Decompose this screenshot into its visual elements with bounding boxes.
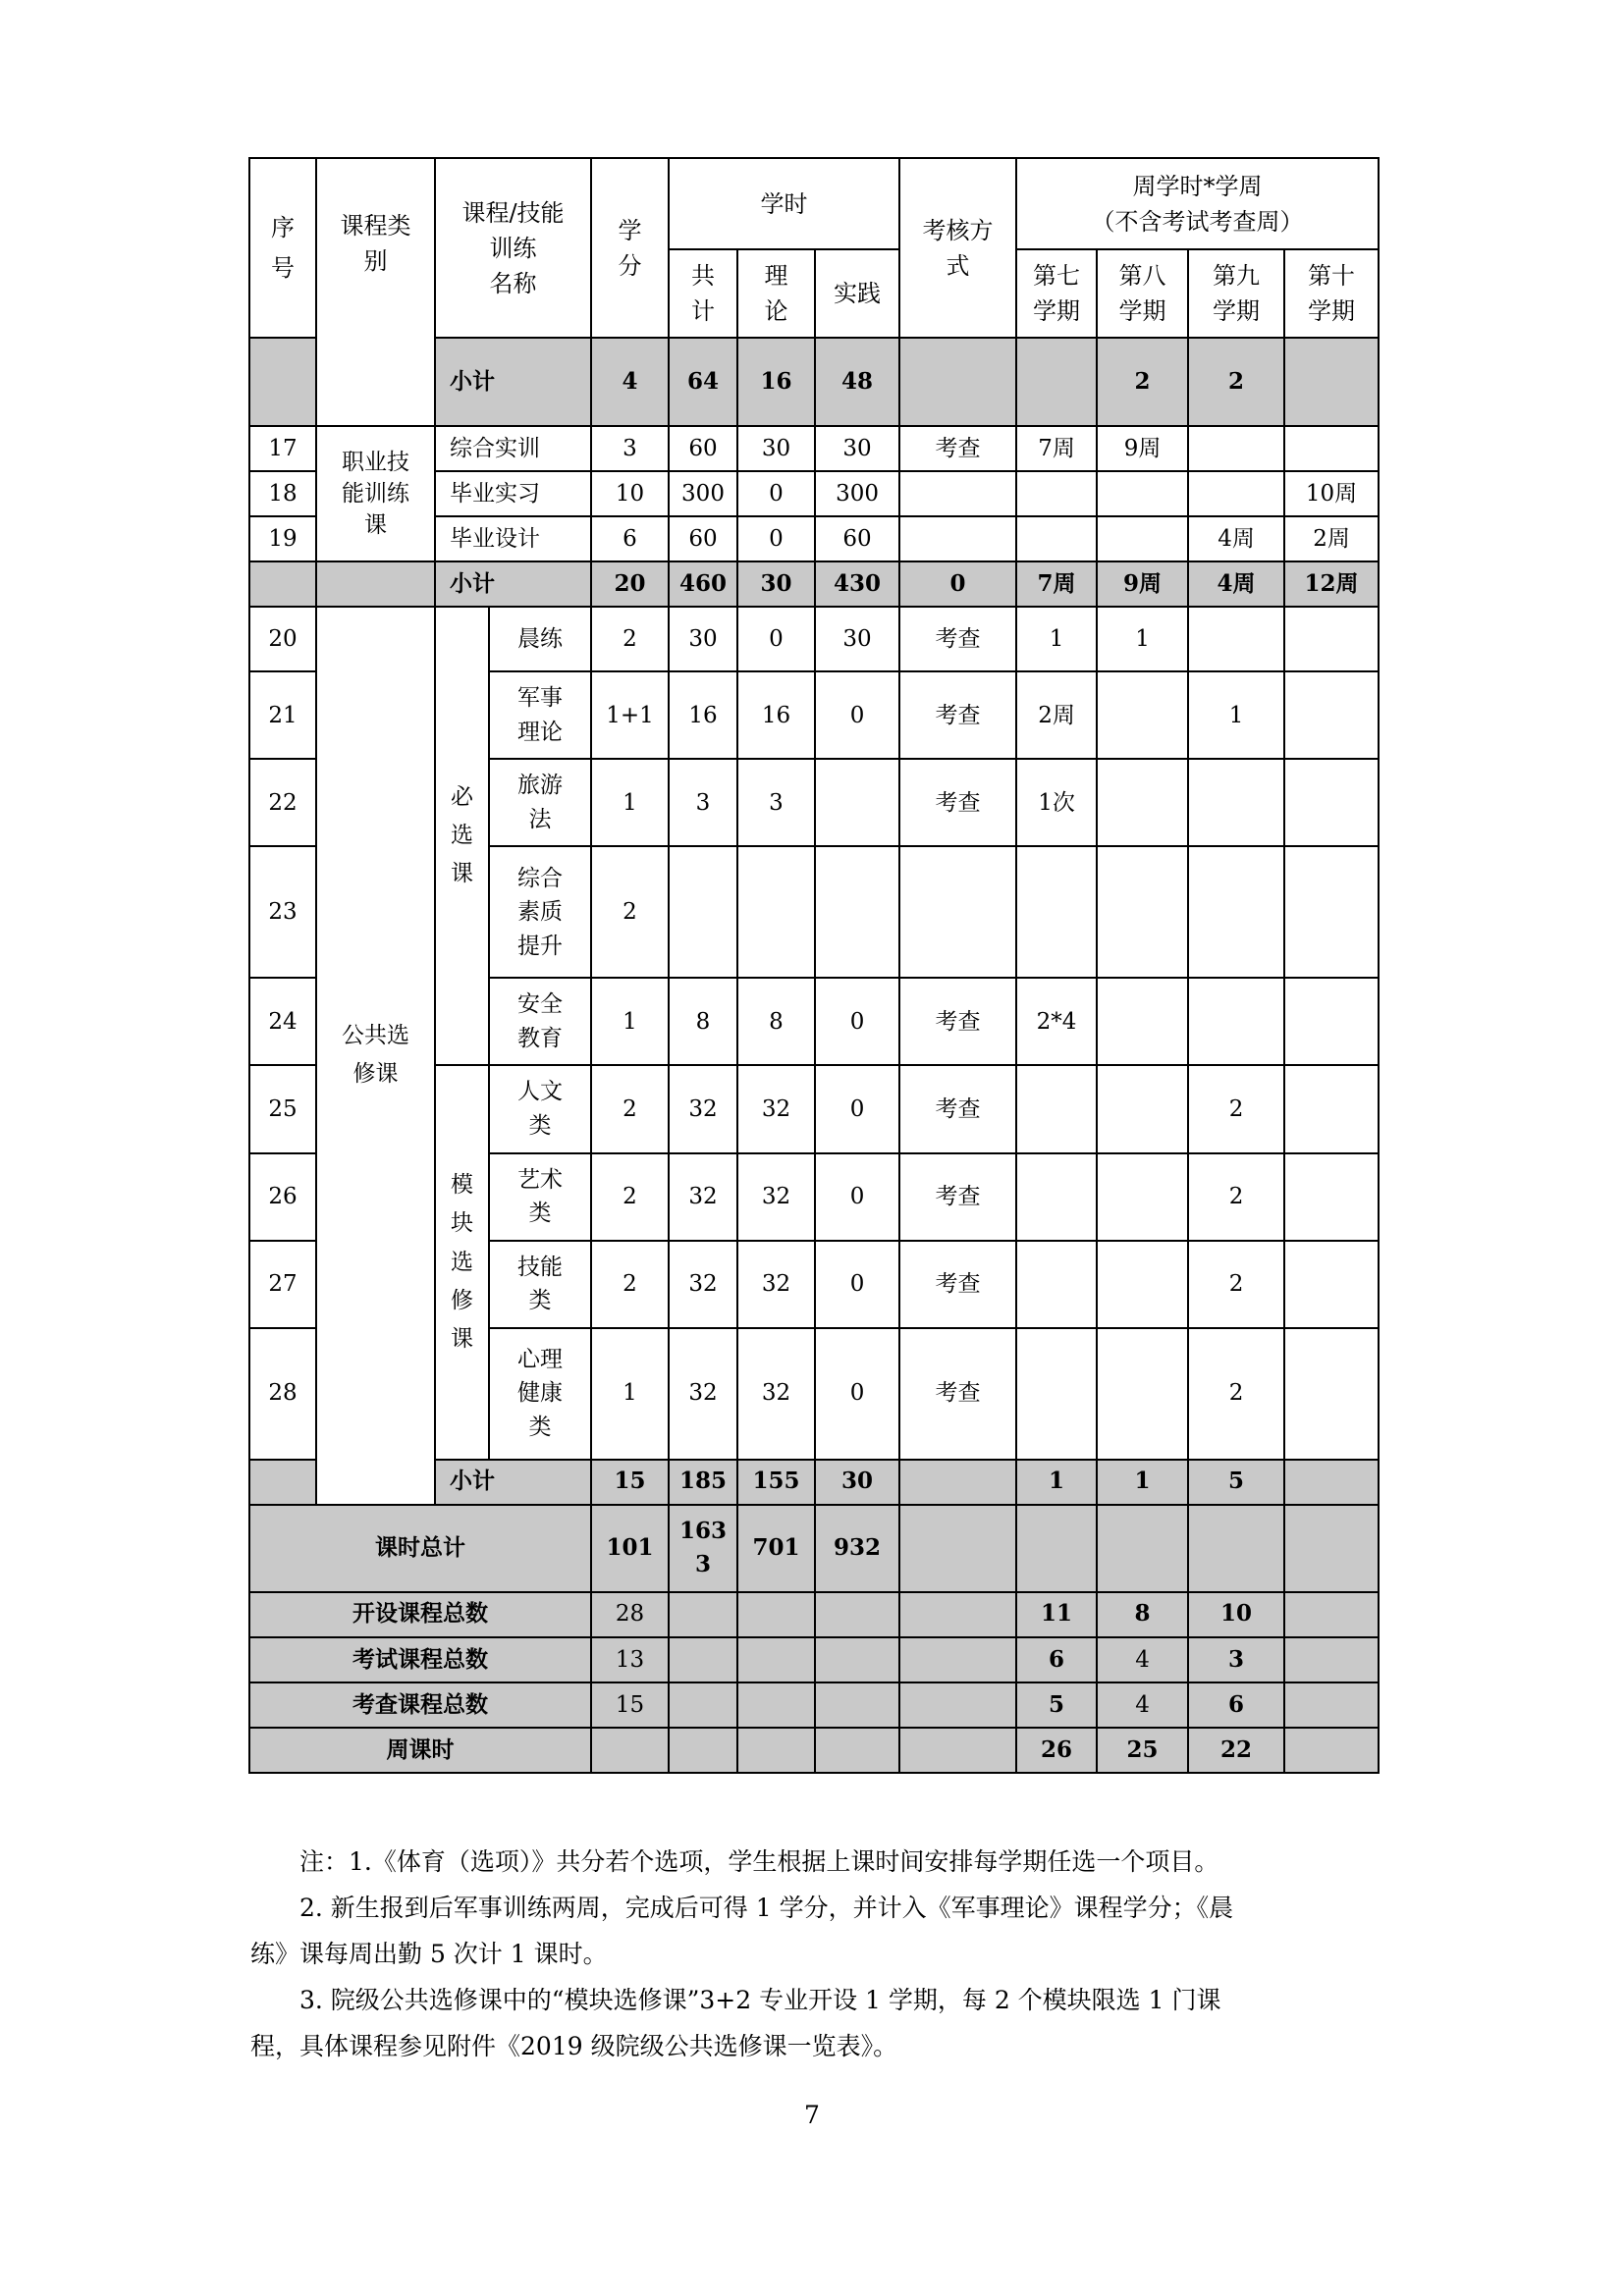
cell-t9: [1188, 426, 1284, 471]
note-2-cont: 练》课每周出勤 5 次计 1 课时。: [250, 1940, 608, 1968]
cell-t7: [1016, 1505, 1097, 1592]
cell-t9: 2: [1188, 1065, 1284, 1152]
cell-assess: [899, 1682, 1016, 1728]
header-term9: 第九 学期: [1188, 249, 1284, 338]
cell-t8: [1097, 1328, 1188, 1460]
cell-t10: [1284, 1728, 1379, 1773]
cell-practice: [815, 846, 899, 978]
cell-assess: [899, 1637, 1016, 1682]
cell-t7: [1016, 1241, 1097, 1328]
cell-total: 460: [669, 561, 737, 607]
cell-course-name: 安全 教育: [489, 978, 591, 1065]
cell-t7: 26: [1016, 1728, 1097, 1773]
cell-total: [669, 1637, 737, 1682]
cell-t8: 1: [1097, 607, 1188, 671]
cell-total: 3: [669, 759, 737, 846]
cell-total: [669, 1728, 737, 1773]
cell-t8: [1097, 1153, 1188, 1241]
cell-credit: 28: [591, 1592, 669, 1637]
note-3-cont: 程，具体课程参见附件《2019 级院级公共选修课一览表》。: [250, 2032, 898, 2060]
cell-credit: 2: [591, 1153, 669, 1241]
header-hours-theory: 理 论: [737, 249, 815, 338]
cell-practice: 430: [815, 561, 899, 607]
table-row-total: [249, 1592, 1379, 1637]
cell-t10: [1284, 671, 1379, 759]
cell-seq: 23: [249, 846, 316, 978]
cell-total: [669, 846, 737, 978]
note-1: 注：1.《体育（选项）》共分若个选项，学生根据上课时间安排每学期任选一个项目。: [299, 1847, 1219, 1876]
cell-theory: 0: [737, 471, 815, 516]
header-term8: 第八 学期: [1097, 249, 1188, 338]
cell-total: [669, 1592, 737, 1637]
cell-theory: 701: [737, 1505, 815, 1592]
total-hours-label: 课时总计: [249, 1505, 591, 1592]
cell-course-name: 毕业实习: [435, 471, 591, 516]
cell-t7: [1016, 1328, 1097, 1460]
cell-practice: 60: [815, 516, 899, 561]
cell-seq: 24: [249, 978, 316, 1065]
page-number: 7: [804, 2101, 820, 2129]
cell-t9: [1188, 846, 1284, 978]
cell-t10: [1284, 338, 1379, 426]
cell-total: 32: [669, 1241, 737, 1328]
cell-t8: [1097, 1241, 1188, 1328]
group-module: 模 块 选 修 课: [435, 1065, 489, 1459]
cell-t9: 2: [1188, 1241, 1284, 1328]
cell-credit: 13: [591, 1637, 669, 1682]
cell-t8: [1097, 671, 1188, 759]
cell-t7: [1016, 1065, 1097, 1152]
cell-credit: 2: [591, 846, 669, 978]
cell-t10: [1284, 846, 1379, 978]
cell-t10: [1284, 1505, 1379, 1592]
cell-theory: 30: [737, 561, 815, 607]
cell-t8: 1: [1097, 1460, 1188, 1505]
cell-course-name: 技能 类: [489, 1241, 591, 1328]
cell-course-name: 人文 类: [489, 1065, 591, 1152]
table-row: [249, 607, 1379, 671]
cell-practice: 0: [815, 1241, 899, 1328]
cell-t9: 1: [1188, 671, 1284, 759]
cell-course-name: 艺术 类: [489, 1153, 591, 1241]
cell-theory: 16: [737, 338, 815, 426]
cell-t7: 11: [1016, 1592, 1097, 1637]
cell-t7: 5: [1016, 1682, 1097, 1728]
cell-credit: 2: [591, 1065, 669, 1152]
total-exams-label: 考试课程总数: [249, 1637, 591, 1682]
cell-practice: 0: [815, 1153, 899, 1241]
cell-t7: 6: [1016, 1637, 1097, 1682]
cell-course-name: 旅游 法: [489, 759, 591, 846]
cell-seq: 28: [249, 1328, 316, 1460]
subtotal-label: 小计: [435, 338, 591, 426]
group-required: 必 选 课: [435, 607, 489, 1065]
subtotal-category: [316, 561, 435, 607]
cell-t10: [1284, 1153, 1379, 1241]
subtotal-seq: [249, 1460, 316, 1505]
cell-seq: 17: [249, 426, 316, 471]
cell-t8: 2: [1097, 338, 1188, 426]
cell-total: 163 3: [669, 1505, 737, 1592]
table-row-total: [249, 1682, 1379, 1728]
header-assessment: 考核方 式: [899, 158, 1016, 338]
table-row: [249, 426, 1379, 471]
subtotal-label: 小计: [435, 561, 591, 607]
category-public-elective: 公共选 修课: [316, 607, 435, 1504]
cell-t10: [1284, 1637, 1379, 1682]
cell-assess: [899, 1592, 1016, 1637]
subtotal-seq: [249, 338, 316, 426]
cell-t10: 10周: [1284, 471, 1379, 516]
cell-theory: 30: [737, 426, 815, 471]
cell-t9: 4周: [1188, 516, 1284, 561]
cell-assess: [899, 1728, 1016, 1773]
cell-t8: 9周: [1097, 426, 1188, 471]
cell-t9: [1188, 759, 1284, 846]
cell-practice: [815, 1592, 899, 1637]
cell-total: 32: [669, 1153, 737, 1241]
cell-t9: [1188, 471, 1284, 516]
cell-assess: 考查: [899, 671, 1016, 759]
cell-t7: 7周: [1016, 426, 1097, 471]
cell-t10: [1284, 426, 1379, 471]
cell-t8: [1097, 1505, 1188, 1592]
cell-theory: 32: [737, 1153, 815, 1241]
teaching-plan-table: [248, 157, 1380, 1774]
cell-assess: 考查: [899, 607, 1016, 671]
cell-t9: 4周: [1188, 561, 1284, 607]
cell-total: 8: [669, 978, 737, 1065]
cell-t8: 4: [1097, 1637, 1188, 1682]
cell-credit: 2: [591, 1241, 669, 1328]
cell-t9: 2: [1188, 1328, 1284, 1460]
cell-t10: [1284, 607, 1379, 671]
cell-course-name: 综合 素质 提升: [489, 846, 591, 978]
cell-seq: 18: [249, 471, 316, 516]
cell-t9: 10: [1188, 1592, 1284, 1637]
header-course: 课程/技能 训练 名称: [435, 158, 591, 338]
header-hours-total: 共 计: [669, 249, 737, 338]
cell-seq: 19: [249, 516, 316, 561]
cell-credit: 1+1: [591, 671, 669, 759]
cell-practice: 0: [815, 1065, 899, 1152]
cell-t7: [1016, 846, 1097, 978]
cell-t7: [1016, 471, 1097, 516]
cell-theory: 3: [737, 759, 815, 846]
category-vocational: 职业技 能训练 课: [316, 426, 435, 561]
cell-theory: [737, 1682, 815, 1728]
cell-credit: 4: [591, 338, 669, 426]
cell-t9: [1188, 1505, 1284, 1592]
cell-t9: [1188, 607, 1284, 671]
cell-practice: [815, 1728, 899, 1773]
cell-t8: [1097, 516, 1188, 561]
header-category: 课程类 别: [316, 158, 435, 426]
header-weekly: 周学时*学周 （不含考试考查周）: [1016, 158, 1379, 249]
cell-t9: 3: [1188, 1637, 1284, 1682]
cell-course-name: 毕业设计: [435, 516, 591, 561]
cell-theory: [737, 1728, 815, 1773]
header-term7: 第七 学期: [1016, 249, 1097, 338]
cell-theory: [737, 846, 815, 978]
cell-practice: 48: [815, 338, 899, 426]
cell-t10: [1284, 1328, 1379, 1460]
cell-total: 64: [669, 338, 737, 426]
cell-credit: 15: [591, 1460, 669, 1505]
cell-assess: [899, 516, 1016, 561]
cell-t7: 1: [1016, 607, 1097, 671]
cell-credit: [591, 1728, 669, 1773]
cell-t8: 25: [1097, 1728, 1188, 1773]
table-row-total: [249, 1728, 1379, 1773]
cell-credit: 1: [591, 978, 669, 1065]
cell-t7: [1016, 338, 1097, 426]
cell-practice: 0: [815, 1328, 899, 1460]
cell-assess: 考查: [899, 978, 1016, 1065]
cell-assess: [899, 846, 1016, 978]
cell-total: 60: [669, 426, 737, 471]
cell-t10: [1284, 1592, 1379, 1637]
cell-assess: 考查: [899, 426, 1016, 471]
cell-total: 60: [669, 516, 737, 561]
total-weekly-label: 周课时: [249, 1728, 591, 1773]
cell-seq: 25: [249, 1065, 316, 1152]
subtotal-label: 小计: [435, 1460, 591, 1505]
cell-practice: 0: [815, 671, 899, 759]
cell-credit: 15: [591, 1682, 669, 1728]
cell-t9: 5: [1188, 1460, 1284, 1505]
cell-t8: [1097, 846, 1188, 978]
cell-assess: [899, 471, 1016, 516]
header-hours: 学时: [669, 158, 899, 249]
cell-course-name: 军事 理论: [489, 671, 591, 759]
cell-t9: 22: [1188, 1728, 1284, 1773]
cell-t8: [1097, 1065, 1188, 1152]
cell-seq: 20: [249, 607, 316, 671]
cell-credit: 20: [591, 561, 669, 607]
cell-assess: 考查: [899, 1065, 1016, 1152]
cell-seq: 26: [249, 1153, 316, 1241]
cell-credit: 10: [591, 471, 669, 516]
cell-t10: 12周: [1284, 561, 1379, 607]
cell-credit: 2: [591, 607, 669, 671]
cell-assess: [899, 1460, 1016, 1505]
cell-t7: [1016, 516, 1097, 561]
cell-total: 30: [669, 607, 737, 671]
header-hours-practice: 实践: [815, 249, 899, 338]
cell-seq: 21: [249, 671, 316, 759]
cell-seq: 22: [249, 759, 316, 846]
cell-t10: 2周: [1284, 516, 1379, 561]
cell-t8: 4: [1097, 1682, 1188, 1728]
cell-course-name: 综合实训: [435, 426, 591, 471]
cell-theory: 16: [737, 671, 815, 759]
cell-assess: [899, 338, 1016, 426]
cell-t10: [1284, 1065, 1379, 1152]
cell-total: 185: [669, 1460, 737, 1505]
cell-practice: 0: [815, 978, 899, 1065]
cell-total: 300: [669, 471, 737, 516]
cell-practice: 30: [815, 1460, 899, 1505]
cell-total: 32: [669, 1328, 737, 1460]
cell-practice: [815, 1682, 899, 1728]
cell-assess: 考查: [899, 1328, 1016, 1460]
cell-course-name: 晨练: [489, 607, 591, 671]
total-courses-label: 开设课程总数: [249, 1592, 591, 1637]
cell-t9: 2: [1188, 1153, 1284, 1241]
total-checks-label: 考查课程总数: [249, 1682, 591, 1728]
cell-theory: 32: [737, 1328, 815, 1460]
subtotal-seq: [249, 561, 316, 607]
cell-t8: [1097, 759, 1188, 846]
cell-t8: 9周: [1097, 561, 1188, 607]
cell-theory: [737, 1592, 815, 1637]
cell-t10: [1284, 1460, 1379, 1505]
cell-t9: 2: [1188, 338, 1284, 426]
cell-assess: 考查: [899, 759, 1016, 846]
cell-t8: [1097, 978, 1188, 1065]
cell-t10: [1284, 978, 1379, 1065]
cell-t8: 8: [1097, 1592, 1188, 1637]
table-row-total: [249, 1505, 1379, 1592]
cell-credit: 3: [591, 426, 669, 471]
cell-t7: 1: [1016, 1460, 1097, 1505]
cell-theory: 0: [737, 516, 815, 561]
notes: [250, 1839, 1380, 2069]
cell-practice: 932: [815, 1505, 899, 1592]
cell-practice: [815, 759, 899, 846]
cell-theory: 32: [737, 1065, 815, 1152]
cell-t10: [1284, 1682, 1379, 1728]
cell-credit: 1: [591, 759, 669, 846]
cell-course-name: 心理 健康 类: [489, 1328, 591, 1460]
cell-t7: 2*4: [1016, 978, 1097, 1065]
header-credit: 学 分: [591, 158, 669, 338]
cell-theory: [737, 1637, 815, 1682]
cell-practice: 30: [815, 607, 899, 671]
cell-theory: 0: [737, 607, 815, 671]
cell-assess: 0: [899, 561, 1016, 607]
cell-practice: 30: [815, 426, 899, 471]
cell-t10: [1284, 1241, 1379, 1328]
cell-practice: [815, 1637, 899, 1682]
cell-t7: [1016, 1153, 1097, 1241]
cell-seq: 27: [249, 1241, 316, 1328]
cell-assess: 考查: [899, 1153, 1016, 1241]
header-term10: 第十 学期: [1284, 249, 1379, 338]
cell-theory: 8: [737, 978, 815, 1065]
table-row-subtotal: [249, 561, 1379, 607]
cell-t7: 1次: [1016, 759, 1097, 846]
cell-credit: 1: [591, 1328, 669, 1460]
cell-t10: [1284, 759, 1379, 846]
cell-t9: [1188, 978, 1284, 1065]
cell-t8: [1097, 471, 1188, 516]
cell-t7: 2周: [1016, 671, 1097, 759]
cell-t7: 7周: [1016, 561, 1097, 607]
cell-credit: 6: [591, 516, 669, 561]
cell-assess: 考查: [899, 1241, 1016, 1328]
cell-theory: 32: [737, 1241, 815, 1328]
header-seq: 序 号: [249, 158, 316, 338]
note-2: 2. 新生报到后军事训练两周，完成后可得 1 学分，并计入《军事理论》课程学分；《晨: [299, 1894, 1234, 1922]
cell-practice: 300: [815, 471, 899, 516]
cell-total: 32: [669, 1065, 737, 1152]
note-3: 3. 院级公共选修课中的“模块选修课”3+2 专业开设 1 学期，每 2 个模块限选 1 门课: [299, 1986, 1221, 2014]
cell-theory: 155: [737, 1460, 815, 1505]
table-row-total: [249, 1637, 1379, 1682]
cell-total: [669, 1682, 737, 1728]
cell-assess: [899, 1505, 1016, 1592]
cell-credit: 101: [591, 1505, 669, 1592]
cell-total: 16: [669, 671, 737, 759]
cell-t9: 6: [1188, 1682, 1284, 1728]
